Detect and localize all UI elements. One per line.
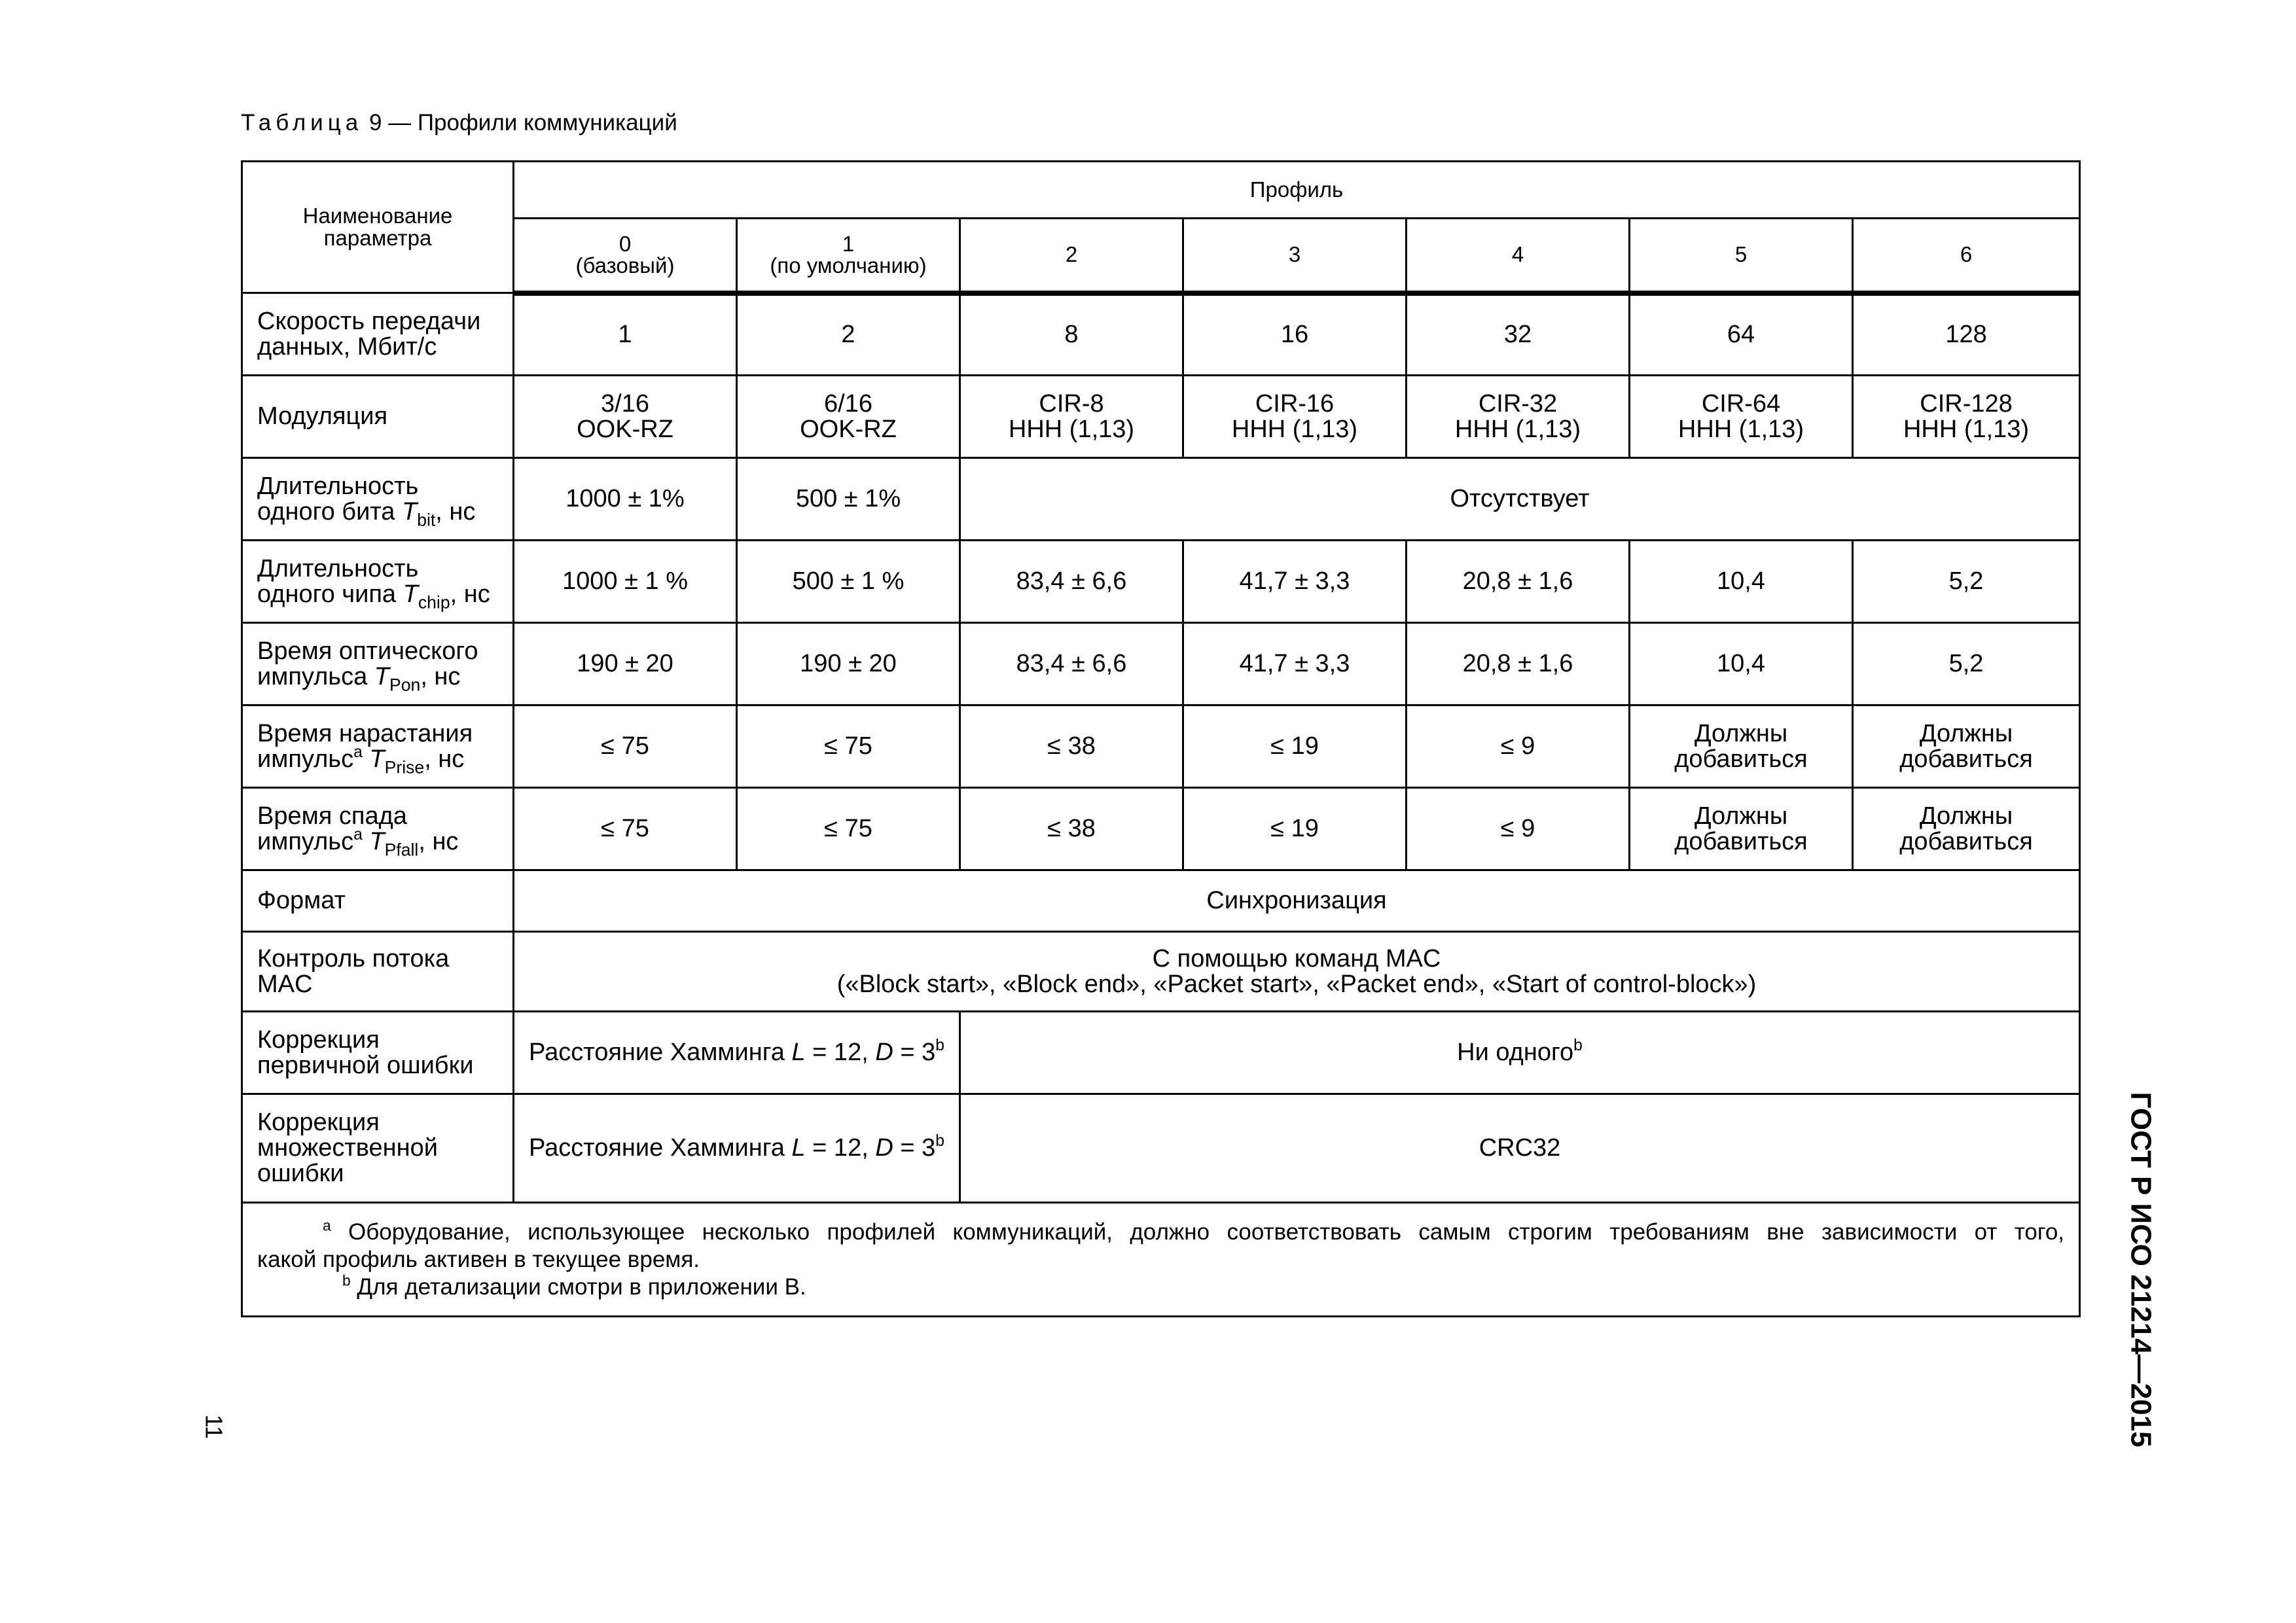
table-cell: ≤ 9: [1407, 788, 1630, 870]
row-label: Время нарастания импульс$^a$ $T_{Prise}$, нс: [242, 705, 514, 788]
row-label: Длительность одного чипа $T_{chip}$, нс: [242, 541, 514, 623]
row-label: Модуляция: [242, 376, 514, 458]
table-row: [242, 1094, 2080, 1203]
table-cell-merged: С помощью команд MAC («Block start», «Block end», «Packet start», «Packet end», «Start of control-block»): [514, 932, 2080, 1012]
table-cell: ≤ 38: [960, 705, 1183, 788]
row-label: Формат: [242, 870, 514, 932]
table-cell: CIR-8 HHH (1,13): [960, 376, 1183, 458]
table-cell: 500 ± 1 %: [737, 541, 960, 623]
row-label: Коррекция первичной ошибки: [242, 1012, 514, 1094]
table-cell: 190 ± 20: [514, 623, 737, 705]
table-cell: ≤ 19: [1183, 705, 1407, 788]
table-row: [242, 293, 2080, 376]
table-cell: Должны добавиться: [1853, 788, 2080, 870]
footnote-a-continued: какой профиль активен в текущее время.: [257, 1246, 700, 1272]
table-cell: 10,4: [1630, 623, 1853, 705]
table-caption-text: 9 — Профили коммуникаций: [368, 110, 677, 135]
table-caption-label: Таблица: [241, 110, 363, 135]
table-cell: Должны добавиться: [1853, 705, 2080, 788]
table-cell: 1000 ± 1 %: [514, 541, 737, 623]
row-label: Коррекция множественной ошибки: [242, 1094, 514, 1203]
profile-col-2: 2: [960, 219, 1183, 293]
table-cell: 64: [1630, 293, 1853, 376]
table-cell: ≤ 75: [514, 705, 737, 788]
table-cell: 5,2: [1853, 541, 2080, 623]
row-label: Время оптического импульса $T_{Pon}$, нс: [242, 623, 514, 705]
table-cell: ≤ 9: [1407, 705, 1630, 788]
profiles-table: [241, 160, 2081, 1317]
table-row: [242, 458, 2080, 541]
table-row: [242, 788, 2080, 870]
table-footnotes: [242, 1203, 2080, 1317]
notes-row: [242, 1203, 2080, 1317]
table-cell: 20,8 ± 1,6: [1407, 541, 1630, 623]
table-cell: 500 ± 1%: [737, 458, 960, 541]
table-cell: Расстояние Хамминга L = 12, $D = 3^b$: [514, 1012, 960, 1094]
table-cell: Расстояние Хамминга L = 12, $D = 3^b$: [514, 1094, 960, 1203]
table-cell: 5,2: [1853, 623, 2080, 705]
row-label: Время спада импульс$^a$ $T_{Pfall}$, нс: [242, 788, 514, 870]
profile-col-6: 6: [1853, 219, 2080, 293]
row-label: Длительность одного бита $T_{bit}$, нс: [242, 458, 514, 541]
table-cell: 20,8 ± 1,6: [1407, 623, 1630, 705]
table-cell: 2: [737, 293, 960, 376]
table-row: [242, 541, 2080, 623]
table-row: [242, 623, 2080, 705]
table-cell: 41,7 ± 3,3: [1183, 541, 1407, 623]
table-cell: CIR-16 HHH (1,13): [1183, 376, 1407, 458]
table-cell: 128: [1853, 293, 2080, 376]
table-cell: Должны добавиться: [1630, 788, 1853, 870]
table-cell-merged: Отсутствует: [960, 458, 2080, 541]
table-cell: 1000 ± 1%: [514, 458, 737, 541]
table-cell: 3/16 OOK-RZ: [514, 376, 737, 458]
table-cell: 41,7 ± 3,3: [1183, 623, 1407, 705]
page-number: 11: [201, 1414, 228, 1439]
table-cell: ≤ 19: [1183, 788, 1407, 870]
table-row: [242, 705, 2080, 788]
table-cell: 32: [1407, 293, 1630, 376]
table-cell-merged: Ни одного$^b$: [960, 1012, 2080, 1094]
profile-col-3: 3: [1183, 219, 1407, 293]
table-row: [242, 1012, 2080, 1094]
table-cell: 190 ± 20: [737, 623, 960, 705]
table-cell-merged: Синхронизация: [514, 870, 2080, 932]
table-cell: 10,4: [1630, 541, 1853, 623]
table-caption: [241, 110, 677, 136]
table-cell: 83,4 ± 6,6: [960, 623, 1183, 705]
param-header: Наименование параметра: [242, 162, 514, 293]
table-cell: ≤ 75: [737, 705, 960, 788]
table-cell: ≤ 38: [960, 788, 1183, 870]
table-cell: CIR-64 HHH (1,13): [1630, 376, 1853, 458]
table-cell: 6/16 OOK-RZ: [737, 376, 960, 458]
table-cell: ≤ 75: [514, 788, 737, 870]
profile-col-4: 4: [1407, 219, 1630, 293]
table-cell: ≤ 75: [737, 788, 960, 870]
footnote-a: $^a$ Оборудование, использующее несколько профилей коммуникаций, должно соответствовать самым строгим требованиям вне зависимости от того,: [323, 1216, 2065, 1245]
table-cell: CIR-128 HHH (1,13): [1853, 376, 2080, 458]
row-label: Контроль потока MAC: [242, 932, 514, 1012]
table-cell: 16: [1183, 293, 1407, 376]
table-cell: 1: [514, 293, 737, 376]
table-row: [242, 870, 2080, 932]
table-cell: 8: [960, 293, 1183, 376]
profile-col-1: 1 (по умолчанию): [737, 219, 960, 293]
table-cell: 83,4 ± 6,6: [960, 541, 1183, 623]
header-row-1: [242, 162, 2080, 219]
document-standard-title: ГОСТ Р ИСО 21214—2015: [2125, 1092, 2157, 1448]
profile-header: Профиль: [514, 162, 2080, 219]
footnote-b: $^b$ Для детализации смотри в приложении B.: [342, 1271, 806, 1300]
table-cell-merged: CRC32: [960, 1094, 2080, 1203]
header-row-2: [242, 219, 2080, 293]
table-cell: CIR-32 HHH (1,13): [1407, 376, 1630, 458]
profile-col-0: 0 (базовый): [514, 219, 737, 293]
table-row: [242, 932, 2080, 1012]
table-cell: Должны добавиться: [1630, 705, 1853, 788]
table-row: [242, 376, 2080, 458]
row-label: Скорость передачи данных, Мбит/с: [242, 293, 514, 376]
profile-col-5: 5: [1630, 219, 1853, 293]
